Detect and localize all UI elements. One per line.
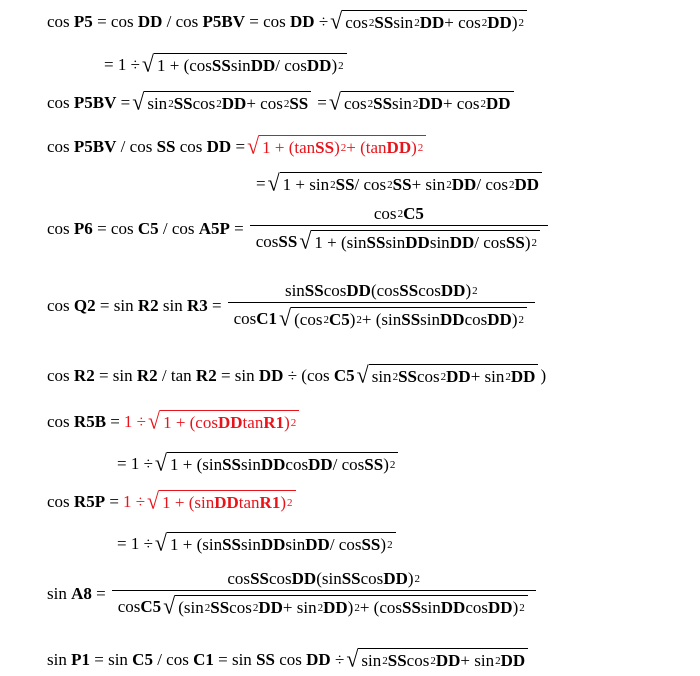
radical: √ 1 + (sin SS sin DD sin DD / cos SS ) 2 xyxy=(155,532,396,554)
equation-cos-p5bv-ratio-expanded: = √ 1 + sin 2 SS / cos 2 SS + sin 2 DD / cos 2 DD xyxy=(256,172,544,194)
radical: √ sin 2 SS cos 2 DD + sin 2 DD xyxy=(357,364,539,386)
radical: √ cos 2 SS sin 2 DD + cos 2 DD ) 2 xyxy=(330,10,527,32)
equation-cos-r5b: cos R5B = 1 ÷ √ 1 + (cos DD tan R1 ) 2 xyxy=(47,410,301,432)
equation-cos-r5p: cos R5P = 1 ÷ √ 1 + (sin DD tan R1 ) 2 xyxy=(47,490,298,512)
fraction: cos SS cos DD (sin SS cos DD ) 2 cos C5 √ (sin 2 SS cos 2 DD + sin 2 DD ) 2 + (cos SS sin DD cos DD ) 2 xyxy=(112,570,536,617)
highlighted-radical: √ 1 + (tan SS ) 2 + (tan DD ) 2 xyxy=(247,135,426,157)
radical: √ 1 + (sin SS sin DD cos DD / cos SS ) 2 xyxy=(155,452,398,474)
equation-cos-p5bv-ratio: cos P5BV / cos SS cos DD = √ 1 + (tan SS ) 2 + (tan DD ) 2 xyxy=(47,135,428,157)
equation-cos-r2: cos R2 = sin R2 / tan R2 = sin DD ÷ (cos C5 √ sin 2 SS cos 2 DD + sin 2 DD ) xyxy=(47,361,547,388)
equation-sin-p1: sin P1 = sin C5 / cos C1 = sin SS cos DD ÷ √ sin 2 SS cos 2 DD + sin 2 DD xyxy=(47,648,530,670)
equation-cos-p5-simplified: = 1 ÷ √ 1 + (cos SS sin DD / cos DD ) 2 xyxy=(104,53,349,75)
highlighted-expression: 1 ÷ √ 1 + (cos DD tan R1 ) 2 xyxy=(124,410,301,432)
equation-sin-a8: sin A8 = cos SS cos DD (sin SS cos DD ) 2 cos C5 √ (sin 2 SS cos 2 DD + sin 2 DD ) 2 + (cos SS sin DD cos DD ) 2 xyxy=(47,570,542,617)
equation-cos-p5: cos P5 = cos DD / cos P5BV = cos DD ÷ √ cos 2 SS sin 2 DD + cos 2 DD ) 2 xyxy=(47,10,529,32)
fraction: cos 2 C5 cos SS √ 1 + (sin SS sin DD sin DD / cos SS ) 2 xyxy=(250,205,548,252)
radical: √ 1 + sin 2 SS / cos 2 SS + sin 2 DD / cos 2 DD xyxy=(268,172,542,194)
highlighted-expression: 1 ÷ √ 1 + (sin DD tan R1 ) 2 xyxy=(123,490,298,512)
fraction: sin SS cos DD (cos SS cos DD ) 2 cos C1 √ (cos 2 C5 ) 2 + (sin SS sin DD cos DD ) 2 xyxy=(228,282,535,329)
equation-cos-r5b-expanded: = 1 ÷ √ 1 + (sin SS sin DD cos DD / cos SS ) 2 xyxy=(117,452,400,474)
radical: √ sin 2 SS cos 2 DD + cos 2 SS xyxy=(132,91,311,113)
radical: √ sin 2 SS cos 2 DD + sin 2 DD xyxy=(346,648,528,670)
radical: √ cos 2 SS sin 2 DD + cos 2 DD xyxy=(329,91,514,113)
radical: √ 1 + (cos SS sin DD / cos DD ) 2 xyxy=(142,53,347,75)
equation-cos-r5p-expanded: = 1 ÷ √ 1 + (sin SS sin DD sin DD / cos SS ) 2 xyxy=(117,532,398,554)
equation-cos-p6: cos P6 = cos C5 / cos A5P = cos 2 C5 cos SS √ 1 + (sin SS sin DD sin DD / cos SS ) 2 xyxy=(47,205,554,252)
equation-cos-p5bv: cos P5BV = √ sin 2 SS cos 2 DD + cos 2 SS = √ cos 2 SS sin 2 DD + cos 2 DD xyxy=(47,91,516,113)
equation-cos-q2: cos Q2 = sin R2 sin R3 = sin SS cos DD (cos SS cos DD ) 2 cos C1 √ (cos 2 C5 ) 2 + (sin SS sin DD cos DD ) 2 xyxy=(47,282,541,329)
